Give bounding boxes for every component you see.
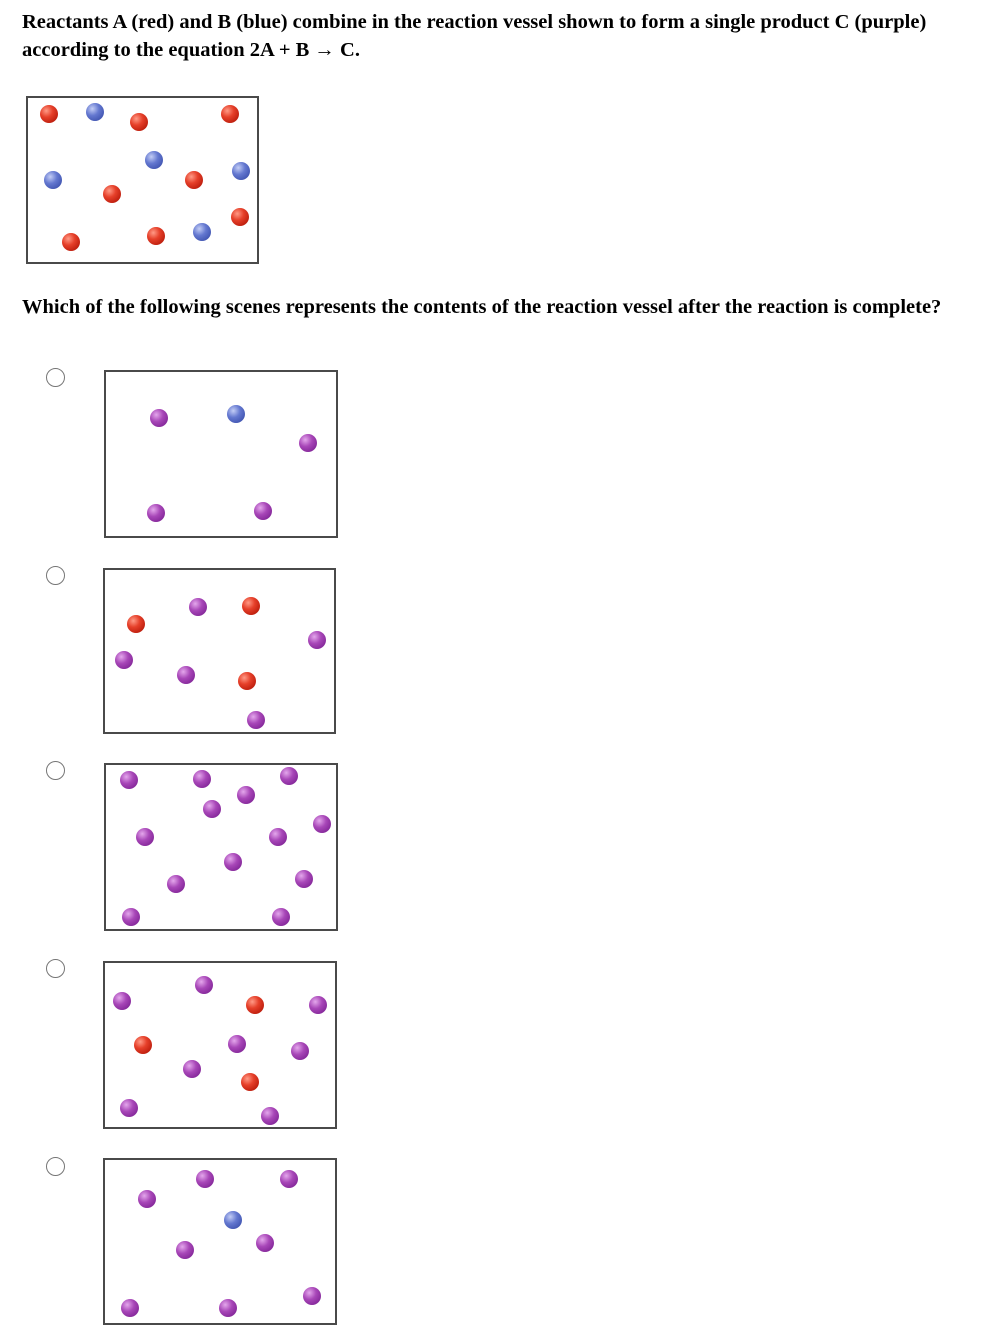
product-c-molecule — [136, 828, 154, 846]
reactant-b-molecule — [224, 1211, 242, 1229]
product-c-molecule — [189, 598, 207, 616]
product-c-molecule — [256, 1234, 274, 1252]
reactant-a-molecule — [103, 185, 121, 203]
option-1-scene — [104, 370, 338, 538]
reactant-a-molecule — [221, 105, 239, 123]
product-c-molecule — [138, 1190, 156, 1208]
reactant-a-molecule — [242, 597, 260, 615]
option-3-scene — [104, 763, 338, 931]
reactant-a-molecule — [62, 233, 80, 251]
product-c-molecule — [176, 1241, 194, 1259]
product-c-molecule — [308, 631, 326, 649]
product-c-molecule — [113, 992, 131, 1010]
reactant-a-molecule — [40, 105, 58, 123]
option-4-scene — [103, 961, 337, 1129]
product-c-molecule — [299, 434, 317, 452]
option-5-scene — [103, 1158, 337, 1325]
product-c-molecule — [120, 1099, 138, 1117]
reactant-b-molecule — [193, 223, 211, 241]
product-c-molecule — [115, 651, 133, 669]
product-c-molecule — [247, 711, 265, 729]
product-c-molecule — [309, 996, 327, 1014]
product-c-molecule — [196, 1170, 214, 1188]
product-c-molecule — [280, 767, 298, 785]
reactant-a-molecule — [134, 1036, 152, 1054]
reactant-b-molecule — [232, 162, 250, 180]
product-c-molecule — [261, 1107, 279, 1125]
question-intro: Reactants A (red) and B (blue) combine in the reaction vessel shown to form a single product C (purple) according to the equation 2A + B → C. — [22, 11, 927, 61]
product-c-molecule — [167, 875, 185, 893]
reactant-a-molecule — [241, 1073, 259, 1091]
reactant-a-molecule — [130, 113, 148, 131]
product-c-molecule — [183, 1060, 201, 1078]
reactant-a-molecule — [185, 171, 203, 189]
product-c-molecule — [150, 409, 168, 427]
product-c-molecule — [313, 815, 331, 833]
product-c-molecule — [193, 770, 211, 788]
product-c-molecule — [272, 908, 290, 926]
product-c-molecule — [177, 666, 195, 684]
product-c-molecule — [291, 1042, 309, 1060]
reactant-a-molecule — [147, 227, 165, 245]
product-c-molecule — [228, 1035, 246, 1053]
reactant-a-molecule — [238, 672, 256, 690]
reactant-b-molecule — [44, 171, 62, 189]
option-2-radio[interactable] — [46, 566, 65, 585]
reactant-a-molecule — [127, 615, 145, 633]
product-c-molecule — [269, 828, 287, 846]
reactant-a-molecule — [231, 208, 249, 226]
reactant-a-molecule — [246, 996, 264, 1014]
option-1-radio[interactable] — [46, 368, 65, 387]
product-c-molecule — [219, 1299, 237, 1317]
product-c-molecule — [121, 1299, 139, 1317]
product-c-molecule — [120, 771, 138, 789]
product-c-molecule — [295, 870, 313, 888]
option-5-radio[interactable] — [46, 1157, 65, 1176]
product-c-molecule — [303, 1287, 321, 1305]
option-2-scene — [103, 568, 336, 734]
reactant-b-molecule — [145, 151, 163, 169]
product-c-molecule — [147, 504, 165, 522]
option-4-radio[interactable] — [46, 959, 65, 978]
product-c-molecule — [122, 908, 140, 926]
option-3-radio[interactable] — [46, 761, 65, 780]
reactant-b-molecule — [227, 405, 245, 423]
product-c-molecule — [195, 976, 213, 994]
product-c-molecule — [224, 853, 242, 871]
product-c-molecule — [237, 786, 255, 804]
question-prompt: Which of the following scenes represents the contents of the reaction vessel after the reaction is complete? — [22, 296, 942, 318]
reaction-vessel — [26, 96, 259, 264]
product-c-molecule — [203, 800, 221, 818]
product-c-molecule — [254, 502, 272, 520]
reactant-b-molecule — [86, 103, 104, 121]
product-c-molecule — [280, 1170, 298, 1188]
